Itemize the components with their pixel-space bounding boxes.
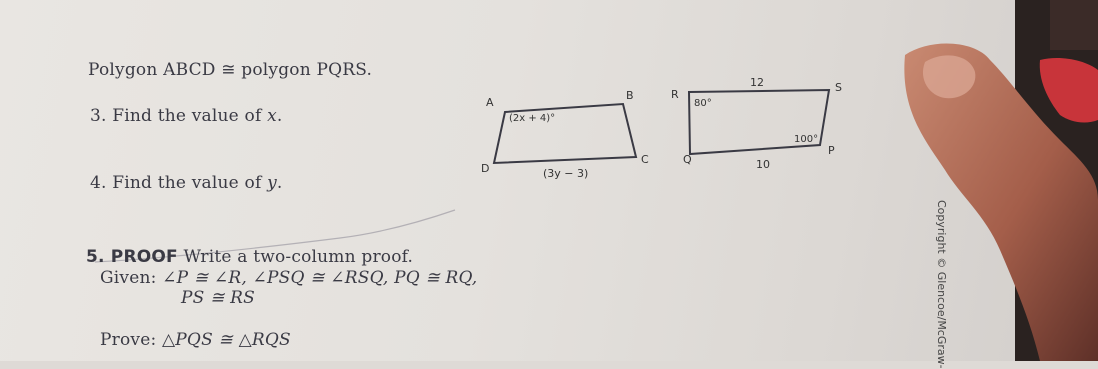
vertex-s: S (835, 81, 842, 94)
vertex-r: R (671, 88, 679, 101)
problem-3-var: x (267, 106, 277, 126)
angle-p-label: 100° (794, 134, 819, 145)
congruence-statement: Polygon ABCD ≅ polygon PQRS. (88, 60, 373, 80)
prove-statement: △PQS ≅ △RQS (162, 330, 291, 350)
side-rs-label: 12 (750, 76, 764, 89)
problem-3-text: Find the value of (112, 106, 262, 126)
problem-4-var: y (267, 173, 277, 193)
given-label: Given: (100, 268, 157, 288)
given-statements-1: ∠P ≅ ∠R, ∠PSQ ≅ ∠RSQ, PQ ≅ RQ, (162, 268, 478, 288)
angle-a-label: (2x + 4)° (509, 113, 556, 124)
vertex-b: B (626, 89, 634, 102)
vertex-a: A (486, 96, 494, 109)
dark-corner (1050, 0, 1098, 50)
vertex-p: P (828, 144, 835, 157)
proof-heading: 5. PROOF Write a two-column proof. (86, 247, 414, 267)
prove-label: Prove: (100, 330, 157, 350)
problem-4: 4. Find the value of y. (90, 173, 283, 193)
side-qp-label: 10 (756, 158, 770, 171)
problem-3: 3. Find the value of x. (90, 106, 283, 126)
given-statements-2: PS ≅ RS (181, 288, 255, 308)
vertex-c: C (641, 153, 649, 166)
vertex-d: D (481, 162, 490, 175)
vertex-q: Q (683, 153, 692, 166)
angle-r-label: 80° (694, 98, 712, 109)
problem-4-number: 4. (90, 173, 107, 193)
side-dc-label: (3y − 3) (543, 167, 589, 180)
problem-4-text: Find the value of (112, 173, 262, 193)
proof-instruction: Write a two-column proof. (183, 247, 414, 267)
copyright-notice: Copyright © Glencoe/McGraw- (935, 200, 948, 369)
problem-3-number: 3. (90, 106, 107, 126)
